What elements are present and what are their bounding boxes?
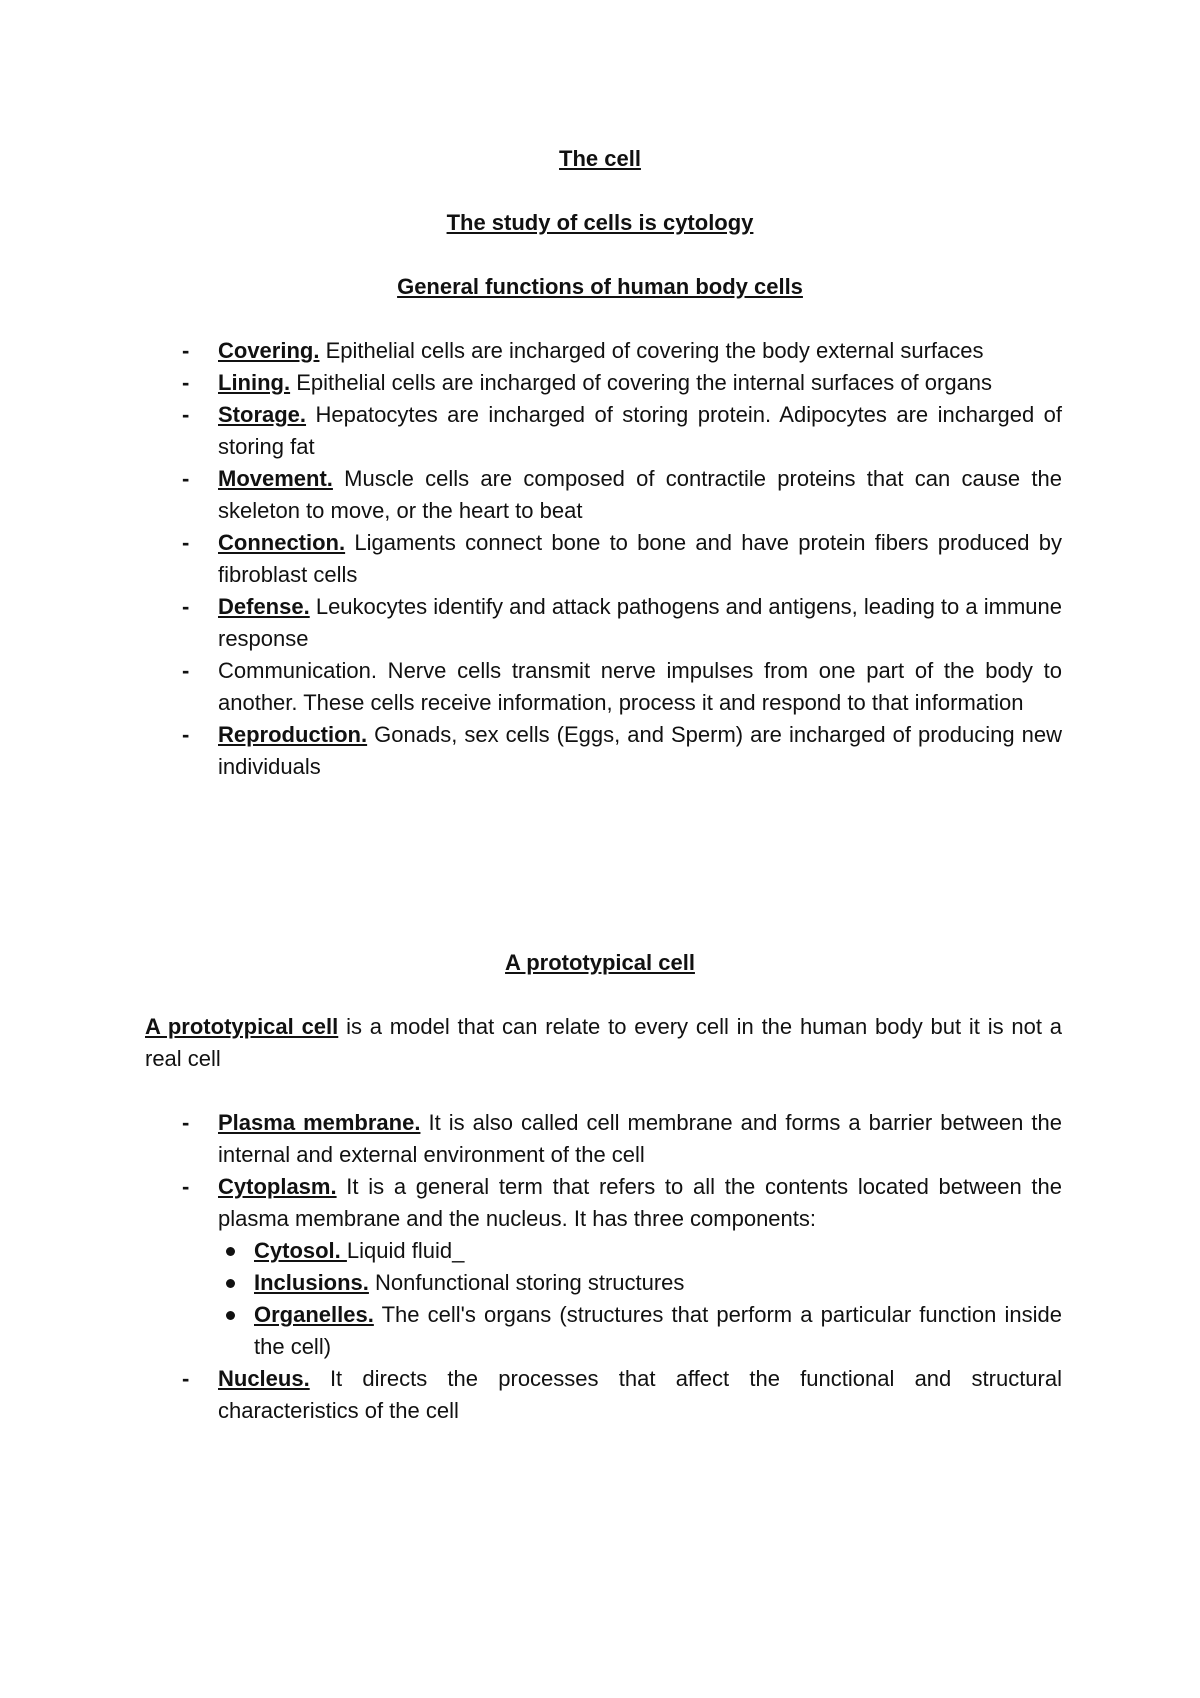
dash-marker: - [182, 402, 190, 427]
description: Leukocytes identify and attack pathogens and antigens, leading to a immune response [218, 594, 1062, 651]
description: Hepatocytes are incharged of storing protein. Adipocytes are incharged of storing fat [218, 402, 1062, 459]
term: Lining. [218, 370, 291, 395]
term: Reproduction. [218, 722, 368, 747]
description: It is a general term that refers to all the contents located between the plasma membrane and the nucleus. It has three components: [218, 1174, 1062, 1231]
dash-marker: - [182, 530, 190, 555]
list-item-communication [182, 655, 1062, 719]
term: Movement. [218, 466, 333, 491]
description: Liquid fluid_ [346, 1238, 465, 1263]
bullet-dot-icon [226, 1311, 235, 1320]
cytoplasm-components-list [218, 1235, 1062, 1363]
list-item-lining [182, 367, 1062, 399]
dash-marker: - [182, 1366, 190, 1391]
title-the-cell: The cell [559, 146, 641, 171]
term: Connection. [218, 530, 346, 555]
dash-marker: - [182, 370, 190, 395]
list-item-defense [182, 591, 1062, 655]
list-item-plasma-membrane [182, 1107, 1062, 1171]
description: is a model that can relate to every cell in the human body but it is not a real cell [145, 1014, 1062, 1071]
term: Defense. [218, 594, 310, 619]
list-item-covering [182, 335, 1062, 367]
description: It directs the processes that affect the functional and structural characteristics of the cell [218, 1366, 1062, 1423]
sublist-item-cytosol [218, 1235, 1062, 1267]
dash-marker: - [182, 338, 190, 363]
title-cytology: The study of cells is cytology [446, 210, 754, 235]
components-list [182, 1107, 1062, 1427]
prototype-intro-paragraph [145, 1011, 1062, 1075]
description: Muscle cells are composed of contractile proteins that can cause the skeleton to move, or the heart to beat [218, 466, 1062, 523]
term: Covering. [218, 338, 320, 363]
term: A prototypical cell [145, 1014, 339, 1039]
list-item-storage [182, 399, 1062, 463]
dash-marker: - [182, 466, 190, 491]
dash-marker: - [182, 658, 190, 683]
term: Inclusions. [254, 1270, 369, 1295]
dash-marker: - [182, 722, 190, 747]
description: It is also called cell membrane and forms a barrier between the internal and external environment of the cell [218, 1110, 1062, 1167]
bullet-dot-icon [226, 1247, 235, 1256]
description: Nonfunctional storing structures [368, 1270, 685, 1295]
term: Cytoplasm. [218, 1174, 337, 1199]
term: Cytosol. [254, 1238, 347, 1263]
description: Ligaments connect bone to bone and have protein fibers produced by fibroblast cells [218, 530, 1062, 587]
dash-marker: - [182, 1110, 190, 1135]
sublist-item-inclusions [218, 1267, 1062, 1299]
list-item-movement [182, 463, 1062, 527]
description: Epithelial cells are incharged of covering the internal surfaces of organs [290, 370, 993, 395]
term: Organelles. [254, 1302, 374, 1327]
description: Epithelial cells are incharged of covering the body external surfaces [319, 338, 984, 363]
term: Nucleus. [218, 1366, 310, 1391]
term: Storage. [218, 402, 307, 427]
title-prototypical-cell: A prototypical cell [505, 950, 695, 975]
dash-marker: - [182, 1174, 190, 1199]
list-item-nucleus [182, 1363, 1062, 1427]
title-general-functions: General functions of human body cells [397, 274, 803, 299]
description: Communication. Nerve cells transmit nerve impulses from one part of the body to another. These cells receive information, process it and respond to that information [218, 658, 1062, 715]
bullet-dot-icon [226, 1279, 235, 1288]
list-item-cytoplasm [182, 1171, 1062, 1363]
description: Gonads, sex cells (Eggs, and Sperm) are incharged of producing new individuals [218, 722, 1062, 779]
term: Plasma membrane. [218, 1110, 421, 1135]
list-item-reproduction [182, 719, 1062, 783]
sublist-item-organelles [218, 1299, 1062, 1363]
functions-list [182, 335, 1062, 783]
dash-marker: - [182, 594, 190, 619]
description: The cell's organs (structures that perform a particular function inside the cell) [254, 1302, 1062, 1359]
list-item-connection [182, 527, 1062, 591]
